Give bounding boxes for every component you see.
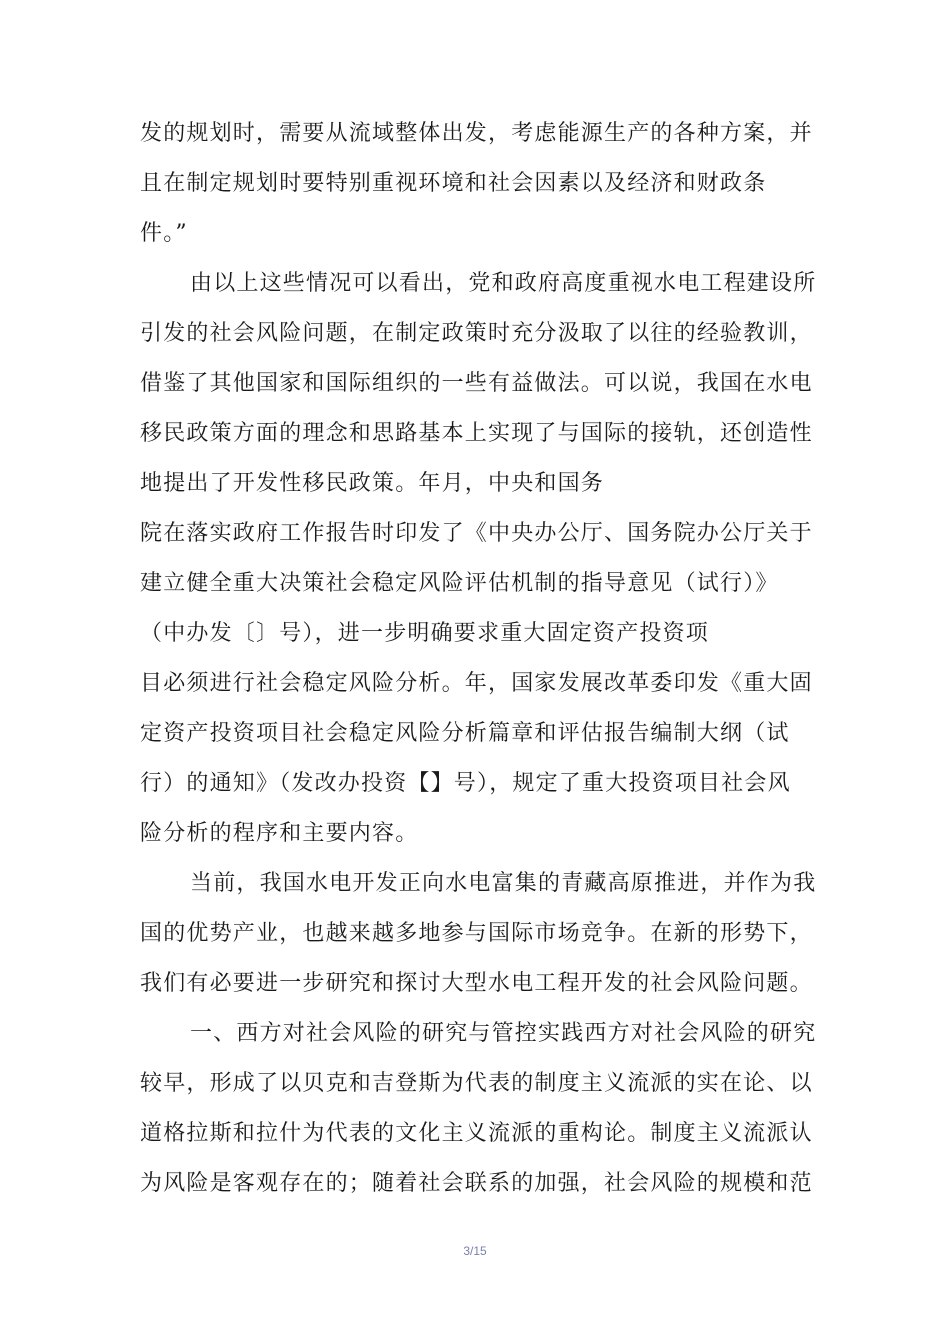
- text-line: 较早，形成了以贝克和吉登斯为代表的制度主义流派的实在论、以: [140, 1071, 813, 1096]
- text-line: 件。”: [140, 221, 188, 246]
- paragraph-start-line: 由以上这些情况可以看出，党和政府高度重视水电工程建设所: [190, 271, 817, 296]
- text-line: 地提出了开发性移民政策。年月，中央和国务: [140, 471, 605, 496]
- page-number: 3/15: [463, 1244, 487, 1258]
- text-line: 目必须进行社会稳定风险分析。年，国家发展改革委印发《重大固: [140, 671, 813, 696]
- text-line: （中办发〔〕号），进一步明确要求重大固定资产投资项: [140, 621, 710, 646]
- paragraph-start-line: 当前，我国水电开发正向水电富集的青藏高原推进，并作为我: [190, 871, 817, 896]
- text-line: 国的优势产业，也越来越多地参与国际市场竞争。在新的形势下，: [140, 921, 813, 946]
- paragraph-start-line: 一、西方对社会风险的研究与管控实践西方对社会风险的研究: [190, 1021, 817, 1046]
- text-line: 且在制定规划时要特别重视环境和社会因素以及经济和财政条: [140, 171, 767, 196]
- text-line: 道格拉斯和拉什为代表的文化主义流派的重构论。制度主义流派认: [140, 1121, 813, 1146]
- text-line: 发的规划时，需要从流域整体出发，考虑能源生产的各种方案，并: [140, 121, 813, 146]
- text-line: 行）的通知》（发改办投资【】号），规定了重大投资项目社会风: [140, 771, 791, 796]
- text-line: 借鉴了其他国家和国际组织的一些有益做法。可以说，我国在水电: [140, 371, 813, 396]
- text-line: 险分析的程序和主要内容。: [140, 821, 419, 846]
- text-line: 移民政策方面的理念和思路基本上实现了与国际的接轨，还创造性: [140, 421, 813, 446]
- text-line: 建立健全重大决策社会稳定风险评估机制的指导意见（试行）》: [140, 571, 779, 596]
- text-line: 引发的社会风险问题，在制定政策时充分汲取了以往的经验教训，: [140, 321, 813, 346]
- text-line: 为风险是客观存在的；随着社会联系的加强，社会风险的规模和范: [140, 1171, 813, 1196]
- text-line: 我们有必要进一步研究和探讨大型水电工程开发的社会风险问题。: [140, 971, 813, 996]
- text-line: 院在落实政府工作报告时印发了《中央办公厅、国务院办公厅关于: [140, 521, 813, 546]
- text-line: 定资产投资项目社会稳定风险分析篇章和评估报告编制大纲（试: [140, 721, 790, 746]
